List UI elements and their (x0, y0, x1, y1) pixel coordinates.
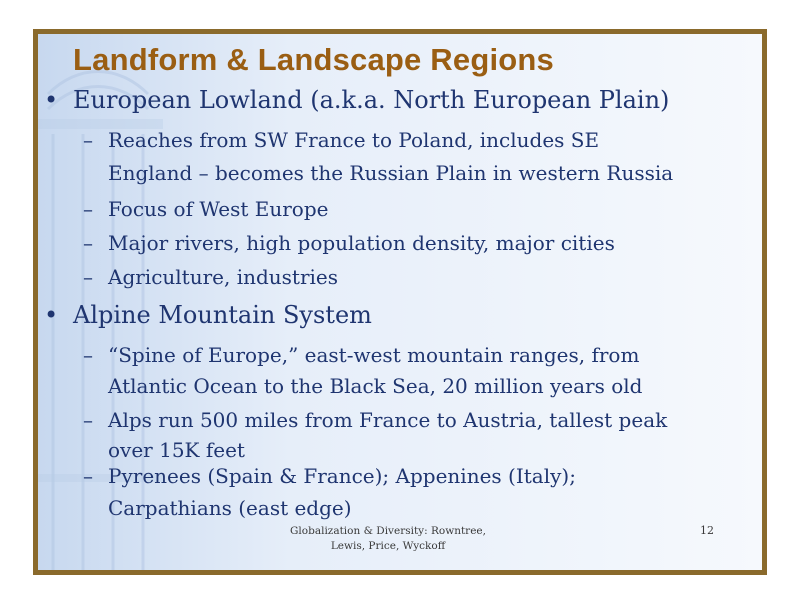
sub-bullet-text: Atlantic Ocean to the Black Sea, 20 million years old (108, 374, 643, 398)
bullet-text: Alpine Mountain System (73, 301, 372, 329)
footer-line-1: Globalization & Diversity: Rowntree, (290, 525, 486, 537)
sub-bullet-text: England – becomes the Russian Plain in western Russia (108, 161, 674, 185)
sub-bullet-text: “Spine of Europe,” east-west mountain ranges, from (108, 343, 640, 367)
sub-bullet-text: Alps run 500 miles from France to Austria, tallest peak (108, 408, 668, 432)
bullet-marker: • (44, 86, 59, 114)
slide-footer (278, 524, 498, 554)
sub-bullet-text: Carpathians (east edge) (108, 496, 352, 520)
sub-bullet-text: Agriculture, industries (108, 265, 339, 289)
sub-bullet-marker: – (83, 265, 93, 289)
sub-bullet-marker: – (83, 408, 93, 432)
sub-bullet-text: Pyrenees (Spain & France); Appenines (Italy); (108, 464, 576, 488)
sub-bullet-marker: – (83, 464, 93, 488)
bullet-text: European Lowland (a.k.a. North European Plain) (73, 86, 670, 114)
bullet-list (38, 34, 762, 570)
sub-bullet-marker: – (83, 128, 93, 152)
sub-bullet-marker: – (83, 231, 93, 255)
sub-bullet-text: over 15K feet (108, 438, 245, 462)
slide-frame (33, 29, 767, 575)
page-number: 12 (700, 524, 714, 537)
sub-bullet-marker: – (83, 197, 93, 221)
sub-bullet-text: Major rivers, high population density, major cities (108, 231, 615, 255)
footer-line-2: Lewis, Price, Wyckoff (330, 540, 446, 552)
bullet-marker: • (44, 301, 59, 329)
sub-bullet-text: Focus of West Europe (108, 197, 329, 221)
sub-bullet-text: Reaches from SW France to Poland, includes SE (108, 128, 600, 152)
sub-bullet-marker: – (83, 343, 93, 367)
slide-title: Landform & Landscape Regions (73, 42, 554, 77)
